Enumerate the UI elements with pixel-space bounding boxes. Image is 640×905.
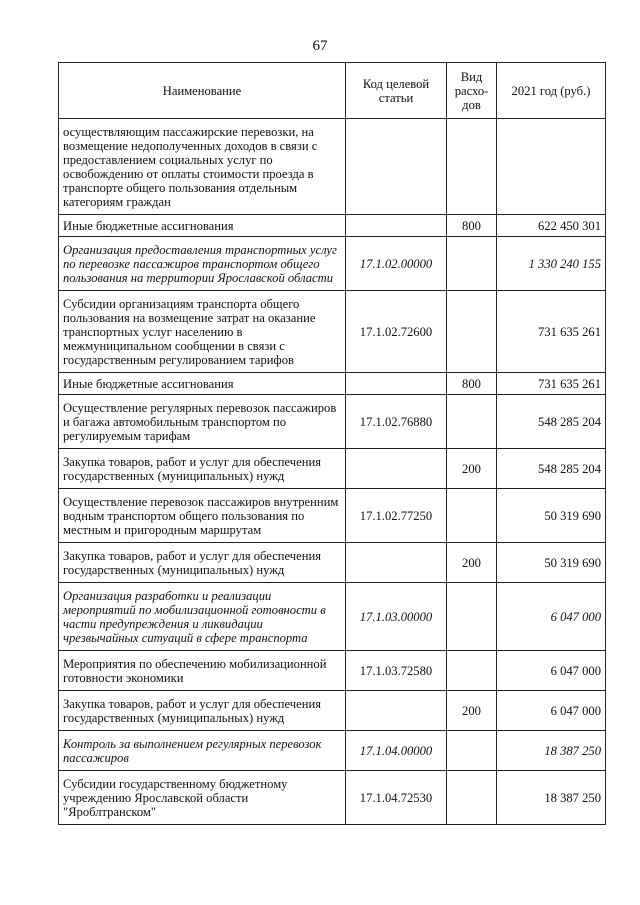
table-row	[59, 237, 606, 291]
row-type	[447, 237, 497, 291]
header-name: Наименование	[59, 63, 346, 119]
row-amount: 622 450 301	[497, 215, 606, 237]
row-code	[346, 215, 447, 237]
table-row	[59, 119, 606, 215]
row-type: 200	[447, 449, 497, 489]
row-name: Осуществление регулярных перевозок пассажиров и багажа автомобильным транспортом по регулируемым тарифам	[59, 395, 346, 449]
row-code: 17.1.02.76880	[346, 395, 447, 449]
table-row	[59, 771, 606, 825]
row-type: 200	[447, 543, 497, 583]
row-amount: 50 319 690	[497, 543, 606, 583]
row-type	[447, 771, 497, 825]
row-name: Организация предоставления транспортных услуг по перевозке пассажиров транспортом общего пользования на территории Ярославской области	[59, 237, 346, 291]
table-row	[59, 651, 606, 691]
row-code	[346, 543, 447, 583]
row-type: 200	[447, 691, 497, 731]
row-amount: 18 387 250	[497, 771, 606, 825]
row-name: осуществляющим пассажирские перевозки, на возмещение недополученных доходов в связи с предоставлением социальных услуг по освобождению от оплаты стоимости проезда в транспорте общего пользования отдельным категориям граждан	[59, 119, 346, 215]
page-number: 67	[312, 38, 328, 54]
table-row	[59, 543, 606, 583]
row-code	[346, 449, 447, 489]
row-name: Субсидии организациям транспорта общего пользования на возмещение затрат на оказание транспортных услуг населению в межмуниципальном сообщении в связи с государственным регулированием тарифов	[59, 291, 346, 373]
row-code: 17.1.02.00000	[346, 237, 447, 291]
row-code: 17.1.03.00000	[346, 583, 447, 651]
row-code: 17.1.02.77250	[346, 489, 447, 543]
row-type	[447, 583, 497, 651]
row-name: Мероприятия по обеспечению мобилизационной готовности экономики	[59, 651, 346, 691]
row-type	[447, 291, 497, 373]
row-name: Иные бюджетные ассигнования	[59, 215, 346, 237]
row-amount: 18 387 250	[497, 731, 606, 771]
table-row	[59, 583, 606, 651]
row-name: Закупка товаров, работ и услуг для обеспечения государственных (муниципальных) нужд	[59, 449, 346, 489]
row-amount: 548 285 204	[497, 395, 606, 449]
table-row	[59, 691, 606, 731]
row-code: 17.1.02.72600	[346, 291, 447, 373]
row-type	[447, 731, 497, 771]
row-name: Осуществление перевозок пассажиров внутренним водным транспортом общего пользования по местным и пригородным маршрутам	[59, 489, 346, 543]
row-name: Контроль за выполнением регулярных перевозок пассажиров	[59, 731, 346, 771]
header-amount: 2021 год (руб.)	[497, 63, 606, 119]
table-header-row	[59, 63, 606, 119]
table-row	[59, 215, 606, 237]
table-row	[59, 291, 606, 373]
row-amount: 1 330 240 155	[497, 237, 606, 291]
row-code	[346, 373, 447, 395]
table-row	[59, 731, 606, 771]
row-type: 800	[447, 215, 497, 237]
row-name: Закупка товаров, работ и услуг для обеспечения государственных (муниципальных) нужд	[59, 691, 346, 731]
row-amount: 6 047 000	[497, 691, 606, 731]
table-row	[59, 449, 606, 489]
row-code	[346, 691, 447, 731]
row-code: 17.1.04.72530	[346, 771, 447, 825]
table-row	[59, 373, 606, 395]
header-code: Код целевой статьи	[346, 63, 447, 119]
budget-table	[58, 62, 606, 825]
table-row	[59, 489, 606, 543]
row-amount: 6 047 000	[497, 583, 606, 651]
row-type	[447, 119, 497, 215]
row-type	[447, 489, 497, 543]
row-name: Субсидии государственному бюджетному учреждению Ярославской области "Яроблтранском"	[59, 771, 346, 825]
row-type	[447, 395, 497, 449]
row-amount	[497, 119, 606, 215]
row-amount: 548 285 204	[497, 449, 606, 489]
row-amount: 731 635 261	[497, 373, 606, 395]
row-code: 17.1.04.00000	[346, 731, 447, 771]
table-row	[59, 395, 606, 449]
row-type	[447, 651, 497, 691]
row-name: Организация разработки и реализации мероприятий по мобилизационной готовности в части предупреждения и ликвидации чрезвычайных ситуаций в сфере транспорта	[59, 583, 346, 651]
table-body	[59, 119, 606, 825]
row-name: Закупка товаров, работ и услуг для обеспечения государственных (муниципальных) нужд	[59, 543, 346, 583]
row-code	[346, 119, 447, 215]
row-amount: 731 635 261	[497, 291, 606, 373]
row-name: Иные бюджетные ассигнования	[59, 373, 346, 395]
row-type: 800	[447, 373, 497, 395]
row-amount: 6 047 000	[497, 651, 606, 691]
header-type: Вид расхо-дов	[447, 63, 497, 119]
row-amount: 50 319 690	[497, 489, 606, 543]
row-code: 17.1.03.72580	[346, 651, 447, 691]
